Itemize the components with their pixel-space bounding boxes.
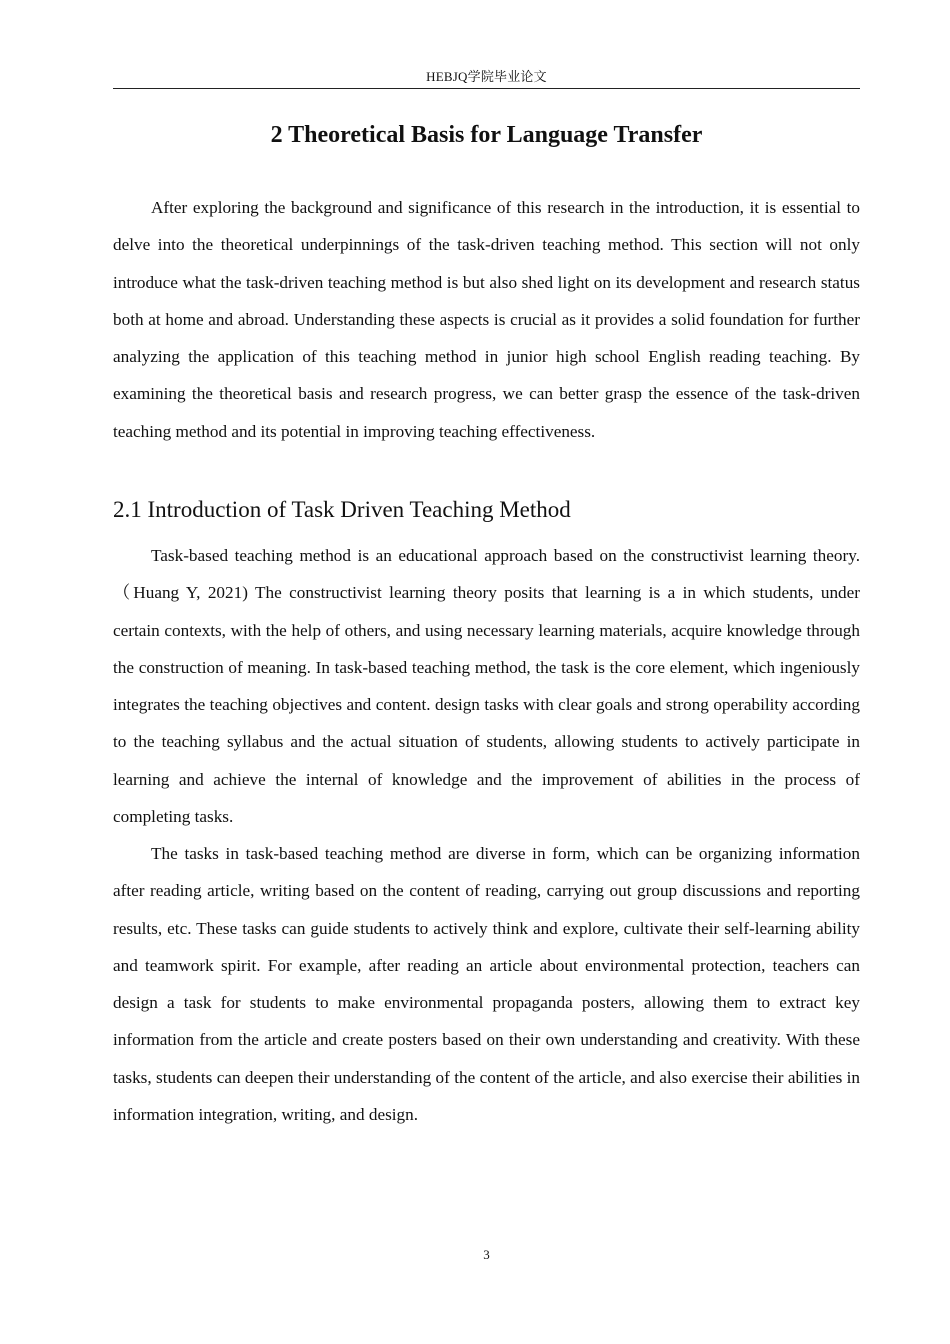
body-paragraph: Task-based teaching method is an educational approach based on the constructivist learning theory.（Huang Y, 2021) The constructivist learning theory posits that learning is a in which students, under certain contexts, with the help of others, and using necessary learning materials, acquire knowledge through the construction of meaning. In task-based teaching method, the task is the core element, which ingeniously integrates the teaching objectives and content. design tasks with clear goals and strong operability according to the teaching syllabus and the actual situation of students, allowing students to actively participate in learning and achieve the internal of knowledge and the improvement of abilities in the process of completing tasks. xyxy=(113,546,860,827)
intro-paragraph: After exploring the background and significance of this research in the introduction, it is essential to delve into the theoretical underpinnings of the task-driven teaching method. This section will not only introduce what the task-driven teaching method is but also shed light on its development and research status both at home and abroad. Understanding these aspects is crucial as it provides a solid foundation for further analyzing the application of this teaching method in junior high school English reading teaching. By examining the theoretical basis and research progress, we can better grasp the essence of the task-driven teaching method and its potential in improving teaching effectiveness. xyxy=(113,198,860,441)
body-paragraph: The tasks in task-based teaching method are diverse in form, which can be organizing information after reading article, writing based on the content of reading, carrying out group discussions and reporting results, etc. These tasks can guide students to actively think and explore, cultivate their self-learning ability and teamwork spirit. For example, after reading an article about environmental protection, teachers can design a task for students to make environmental propaganda posters, allowing them to extract key information from the article and create posters based on their own understanding and creativity. With these tasks, students can deepen their understanding of the content of the article, and also exercise their abilities in information integration, writing, and design. xyxy=(113,844,860,1125)
header-divider xyxy=(113,88,860,89)
page-number: 3 xyxy=(483,1247,490,1262)
running-header: HEBJQ学院毕业论文 xyxy=(426,69,547,84)
section-heading: 2.1 Introduction of Task Driven Teaching Method xyxy=(113,497,571,522)
chapter-title: 2 Theoretical Basis for Language Transfer xyxy=(270,122,703,148)
